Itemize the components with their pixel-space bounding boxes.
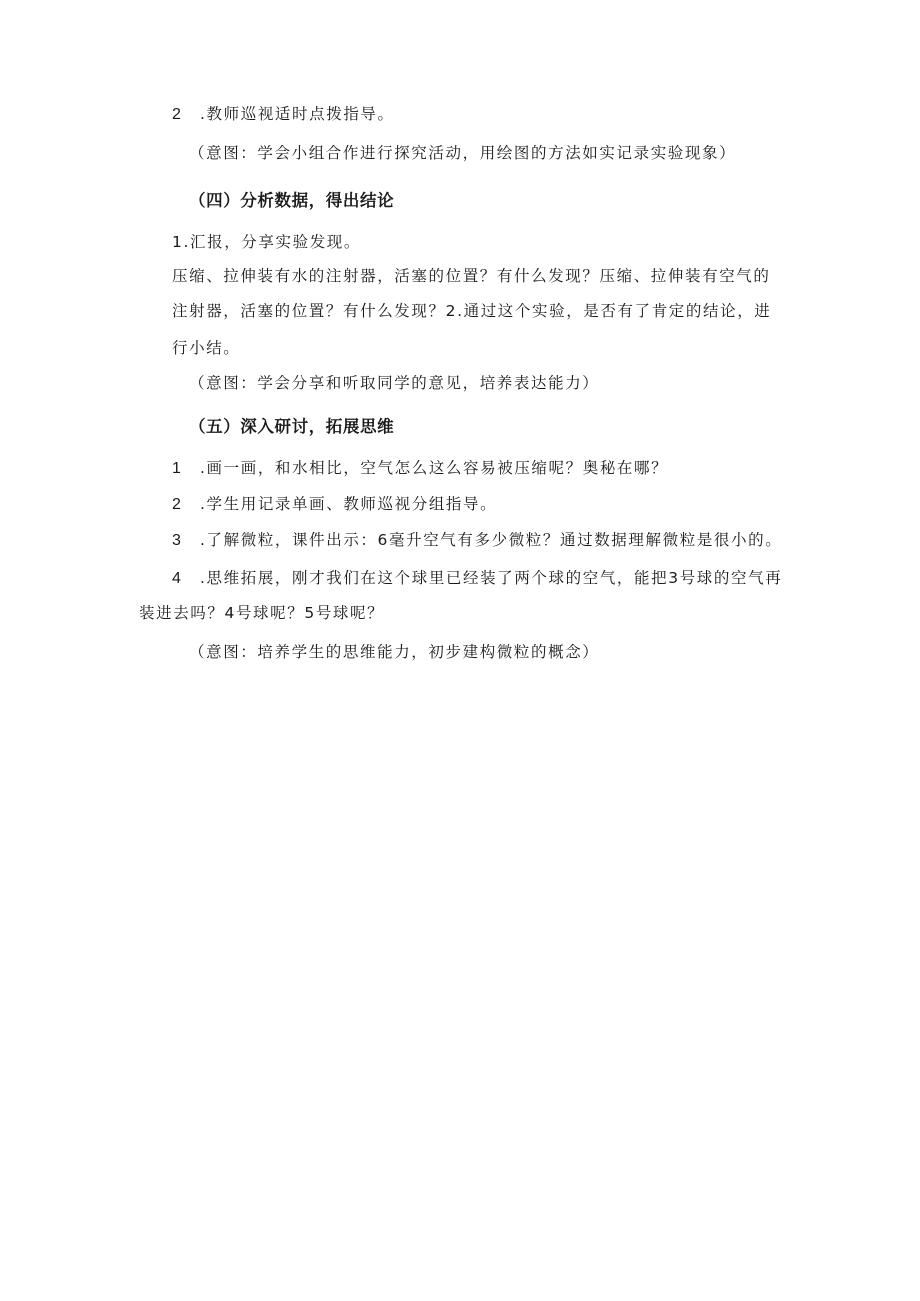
list-text: .思维拓展，刚才我们在这个球里已经装了两个球的空气，能把3号球的空气再 — [200, 569, 783, 587]
list-item-particles — [172, 530, 782, 551]
list-item-record-sheet — [172, 494, 497, 515]
intent-note: （意图：培养学生的思维能力，初步建构微粒的概念） — [189, 643, 600, 661]
paragraph-line: 压缩、拉伸装有水的注射器，活塞的位置？有什么发现？压缩、拉伸装有空气的 — [172, 267, 771, 285]
list-number: 4 — [172, 570, 181, 587]
paragraph-line: 注射器，活塞的位置？有什么发现？2.通过这个实验，是否有了肯定的结论，进 — [172, 302, 772, 320]
list-item-draw — [172, 458, 668, 479]
paragraph-line: 行小结。 — [172, 339, 241, 357]
intent-note: （意图：学会小组合作进行探究活动，用绘图的方法如实记录实验现象） — [189, 144, 737, 162]
list-item-thinking-extension — [172, 568, 782, 589]
list-item-report: 1.汇报，分享实验发现。 — [172, 233, 361, 251]
list-item-teacher-guidance — [172, 104, 395, 125]
list-text: .学生用记录单画、教师巡视分组指导。 — [200, 495, 498, 513]
list-text: .了解微粒，课件出示：6毫升空气有多少微粒？通过数据理解微粒是很小的。 — [200, 531, 783, 549]
list-text: .画一画，和水相比，空气怎么这么容易被压缩呢？奥秘在哪？ — [200, 459, 669, 477]
list-number: 1 — [172, 460, 181, 477]
list-number: 2 — [172, 106, 181, 123]
list-text: .教师巡视适时点拨指导。 — [200, 105, 395, 123]
section-heading-deep-discussion: （五）深入研讨，拓展思维 — [189, 417, 395, 436]
intent-note: （意图：学会分享和听取同学的意见，培养表达能力） — [189, 374, 600, 392]
list-number: 3 — [172, 532, 181, 549]
paragraph-line: 装进去吗？4号球呢？5号球呢？ — [139, 604, 385, 622]
section-heading-analyze-data: （四）分析数据，得出结论 — [189, 191, 395, 210]
list-number: 2 — [172, 496, 181, 513]
